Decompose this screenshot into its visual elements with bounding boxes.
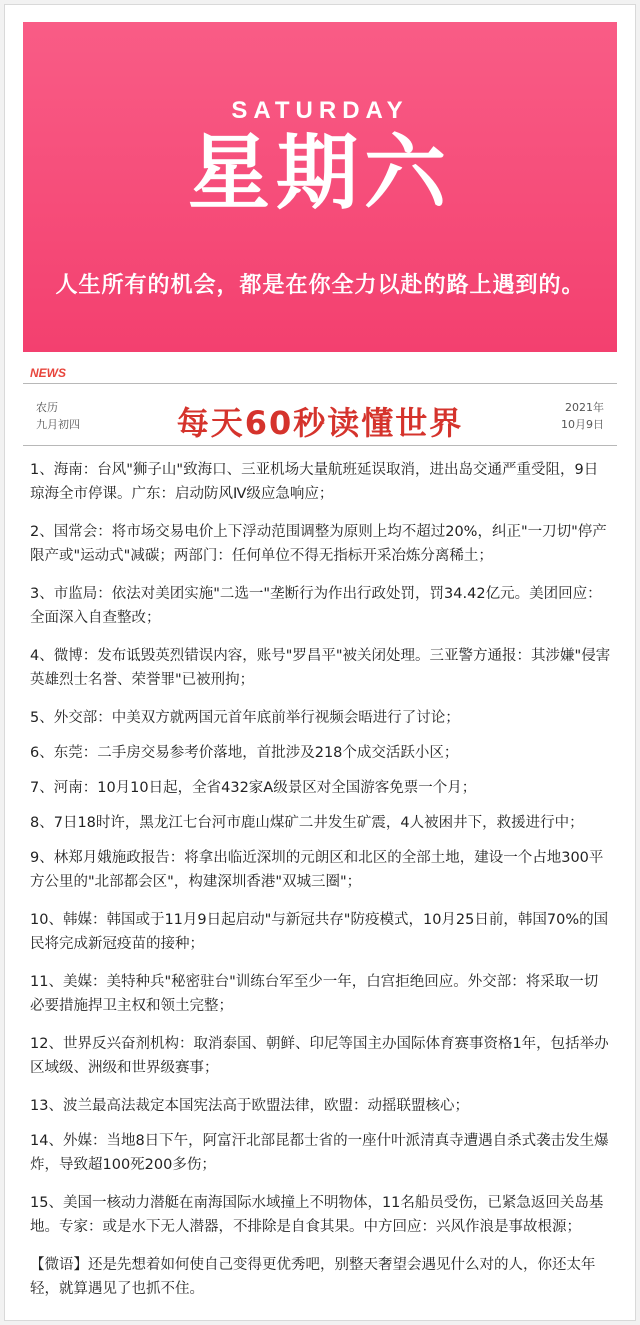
publish-date xyxy=(561,399,604,433)
news-item: 8、7日18时许，黑龙江七台河市鹿山煤矿二井发生矿震，4人被困井下，救援进行中； xyxy=(30,815,584,831)
lunar-label: 农历 xyxy=(36,401,58,414)
news-item: 12、世界反兴奋剂机构：取消泰国、朝鲜、印尼等国主办国际体育赛事资格1年，包括举办区域级、洲级和世界级赛事； xyxy=(30,1036,609,1076)
news-item: 1、海南：台风"狮子山"致海口、三亚机场大量航班延误取消，进出岛交通严重受阻，9日琼海全市停课。广东：启动防风Ⅳ级应急响应； xyxy=(30,462,599,502)
news-item: 14、外媒：当地8日下午，阿富汗北部昆都士省的一座什叶派清真寺遭遇自杀式袭击发生爆炸，导致超100死200多伤； xyxy=(30,1133,609,1173)
news-tag: NEWS xyxy=(30,366,66,380)
publish-month-day: 10月9日 xyxy=(561,418,604,431)
news-item: 5、外交部：中美双方就两国元首年底前举行视频会晤进行了讨论； xyxy=(30,710,460,726)
news-item: 11、美媒：美特种兵"秘密驻台"训练台军至少一年，白宫拒绝回应。外交部：将采取一切必要措施捍卫主权和领土完整； xyxy=(30,974,599,1014)
news-item: 3、市监局：依法对美团实施"二选一"垄断行为作出行政处罚，罚34.42亿元。美团回应：全面深入自查整改； xyxy=(30,586,602,626)
news-item: 2、国常会：将市场交易电价上下浮动范围调整为原则上均不超过20%，纠正"一刀切"停产限产或"运动式"减碳；两部门：任何单位不得无指标开采冶炼分离稀土； xyxy=(30,524,607,564)
news-item: 10、韩媒：韩国或于11月9日起启动"与新冠共存"防疫模式，10月25日前，韩国70%的国民将完成新冠疫苗的接种； xyxy=(30,912,609,952)
news-item: 15、美国一核动力潜艇在南海国际水域撞上不明物体，11名船员受伤，已紧急返回关岛基地。专家：或是水下无人潜器，不排除是自食其果。中方回应：兴风作浪是事故根源； xyxy=(30,1195,604,1235)
news-item: 9、林郑月娥施政报告：将拿出临近深圳的元朗区和北区的全部土地，建设一个占地300平方公里的"北部都会区"，构建深圳香港"双城三圈"； xyxy=(30,850,604,890)
news-item: 13、波兰最高法裁定本国宪法高于欧盟法律，欧盟：动摇联盟核心； xyxy=(30,1098,469,1114)
news-item: 7、河南：10月10日起，全省432家A级景区对全国游客免票一个月； xyxy=(30,780,477,796)
lunar-day: 九月初四 xyxy=(36,418,80,431)
publish-year: 2021年 xyxy=(565,401,604,414)
weekday-en: SATURDAY xyxy=(231,97,409,124)
news-item: 4、微博：发布诋毁英烈错误内容，账号"罗昌平"被关闭处理。三亚警方通报：其涉嫌"侵害英雄烈士名誉、荣誉罪"已被刑拘； xyxy=(30,648,611,688)
masthead-title: 每天60秒读懂世界 xyxy=(176,404,464,442)
weekday-cn: 星期六 xyxy=(187,126,452,221)
weekday-banner xyxy=(23,22,617,352)
header-divider-bottom xyxy=(23,445,617,446)
news-item: 6、东莞：二手房交易参考价落地，首批涉及218个成交活跃小区； xyxy=(30,745,459,761)
motto: 人生所有的机会，都是在你全力以赴的路上遇到的。 xyxy=(55,273,585,298)
closing-quote: 【微语】还是先想着如何使自己变得更优秀吧，别整天奢望会遇见什么对的人，你还太年轻，就算遇见了也抓不住。 xyxy=(30,1257,596,1297)
news-list xyxy=(30,458,612,1301)
header-divider-top xyxy=(23,383,617,384)
